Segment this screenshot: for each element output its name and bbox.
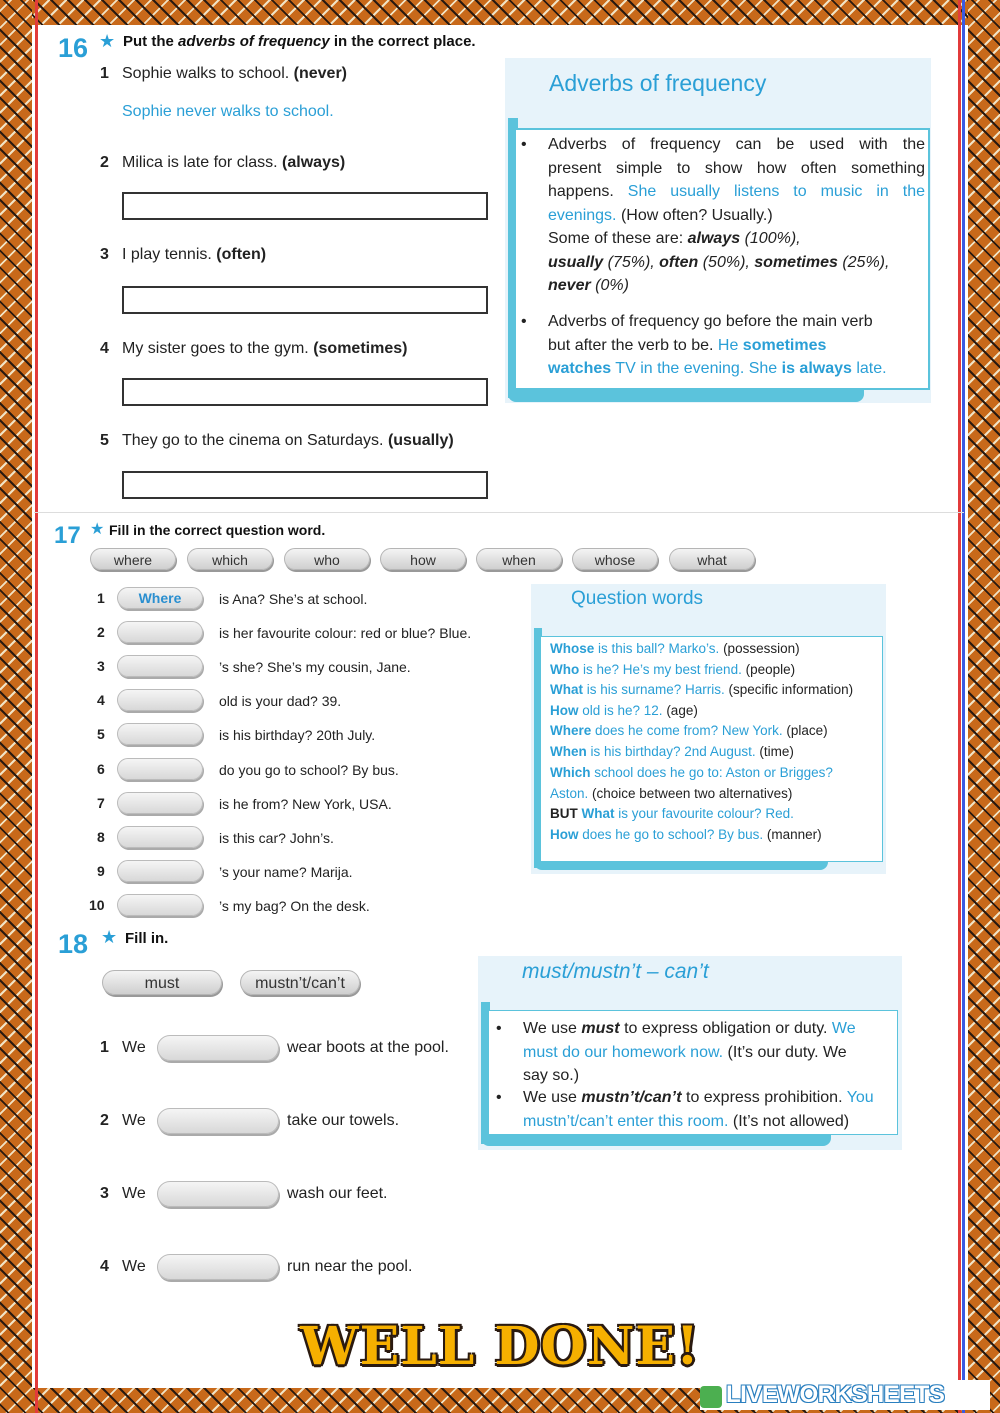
exercise-number: 18 [58,929,89,959]
answer-input[interactable] [157,1254,279,1280]
answer-input[interactable] [157,1035,279,1061]
exercise-number: 17 [54,522,81,549]
bullet-icon: • [496,1020,502,1037]
answer-input[interactable] [117,792,203,814]
question-text: is he from? New York, USA. [219,796,392,812]
item-number: 5 [97,726,105,742]
sentence-end: wear boots at the pool. [287,1039,449,1056]
exercise-item: 2 Milica is late for class. (always) [100,154,346,171]
item-number: 7 [97,795,105,811]
sentence-end: take our towels. [287,1112,400,1129]
answer-input[interactable] [117,655,203,677]
exercise-instruction: Put the adverbs of frequency in the correct place. [123,33,476,50]
exercise-item: 4 We [100,1258,146,1275]
example-answer: Sophie never walks to school. [122,103,334,120]
exercise-item: 1 Sophie walks to school. (never) [100,65,348,82]
rule-line: What is his surname? Harris. (specific information) [550,682,854,697]
word-bank-chip[interactable]: mustn’t/can’t [240,970,360,995]
question-text: ’s your name? Marija. [219,864,353,880]
panel-title: Adverbs of frequency [549,70,767,96]
question-text: ’s my bag? On the desk. [219,898,370,914]
answer-input[interactable] [122,471,488,499]
item-number: 2 [97,624,105,640]
rule-line: Aston. (choice between two alternatives) [550,786,793,801]
exercise-item: 5 They go to the cinema on Saturdays. (usually) [100,432,454,449]
exercise-instruction: Fill in the correct question word. [109,522,326,538]
question-text: is this car? John’s. [219,830,334,846]
item-number: 3 [97,658,105,674]
rule-line: Who is he? He’s my best friend. (people) [550,662,796,677]
star-icon: ★ [99,31,116,51]
answer-input[interactable] [157,1181,279,1207]
item-number: 1 [97,590,105,606]
star-icon: ★ [90,521,105,538]
sentence-end: wash our feet. [287,1185,388,1202]
word-bank-chip[interactable]: what [669,548,755,570]
exercise-item: 4 My sister goes to the gym. (sometimes) [100,340,408,357]
well-done-banner: WELL DONE! [300,1316,700,1377]
question-text: do you go to school? By bus. [219,762,399,778]
rule-text: Adverbs of frequency go before the main verb but after the verb to be. He sometimes watches TV in the evening. She is always late. [548,313,887,377]
answer-input[interactable] [117,621,203,643]
word-bank-chip[interactable]: how [380,548,466,570]
bullet-icon: • [521,136,527,153]
question-text: is his birthday? 20th July. [219,727,376,743]
answer-input[interactable] [117,689,203,711]
decorative-border-right [968,0,1000,1413]
section-divider [34,512,964,513]
exercise-number: 16 [58,33,89,63]
word-bank-chip[interactable]: which [187,548,273,570]
word-bank-chip[interactable]: where [90,548,176,570]
rule-text: Adverbs of frequency can be used with the present simple to show how often something happens. She usually listens to music in the evenings. (How often? Usually.) Some of these are: always (100%), usually (75%), often (50%), sometimes (25%), never (0%) [548,136,925,294]
question-text: is her favourite colour: red or blue? Blue. [219,625,472,641]
item-number: 9 [97,863,105,879]
rule-text: We use mustn’t/can’t to express prohibition. You mustn’t/can’t enter this room. (It’s not allowed) [523,1089,874,1130]
panel-title: must/mustn’t – can’t [522,960,709,983]
answer-input[interactable] [117,723,203,745]
brand-logo: LIVEWORKSHEETS [700,1380,990,1410]
question-text: ’s she? She’s my cousin, Jane. [219,659,411,675]
star-icon: ★ [101,927,118,947]
word-bank-chip[interactable]: when [476,548,562,570]
brand-logo-icon [700,1386,722,1408]
border-stripe [35,0,38,1413]
exercise-item: 2 We [100,1112,146,1129]
item-number: 10 [89,897,105,913]
answer-input[interactable] [117,860,203,882]
decorative-border-top [0,0,1000,25]
word-bank-chip[interactable]: who [284,548,370,570]
word-bank-chip[interactable]: whose [572,548,658,570]
panel-title: Question words [571,588,704,609]
exercise-item: 3 We [100,1185,146,1202]
answer-input[interactable] [117,826,203,848]
rule-line: When is his birthday? 2nd August. (time) [550,744,794,759]
rule-line: Which school does he go to: Aston or Brigges? [550,765,833,780]
answer-input[interactable] [122,192,488,220]
answer-input[interactable] [122,286,488,314]
rule-line: Where does he come from? New York. (place) [550,723,828,738]
answer-input[interactable] [122,378,488,406]
rule-line: BUT What is your favourite colour? Red. [550,806,794,821]
exercise-instruction: Fill in. [125,930,169,947]
bullet-icon: • [496,1089,502,1106]
exercise-item: 3 I play tennis. (often) [100,246,267,263]
rule-line: How old is he? 12. (age) [550,703,698,718]
rule-text: We use must to express obligation or duty. We must do our homework now. (It’s our duty. We say so.) [523,1020,856,1084]
item-number: 6 [97,761,105,777]
bullet-icon: • [521,313,527,330]
exercise-item: 1 We [100,1039,146,1056]
panel-accent-bar [508,388,864,402]
sentence-end: run near the pool. [287,1258,413,1275]
question-text: is Ana? She’s at school. [219,591,368,607]
rule-line: How does he go to school? By bus. (manner) [550,827,822,842]
item-number: 8 [97,829,105,845]
question-text: old is your dad? 39. [219,693,342,709]
answer-input[interactable] [117,894,203,916]
decorative-border-left [0,0,32,1413]
answer-input[interactable] [117,758,203,780]
border-stripe [958,0,961,1413]
answer-input[interactable]: Where [117,587,203,609]
border-stripe [962,0,965,1413]
word-bank-chip[interactable]: must [102,970,222,995]
rule-line: Whose is this ball? Marko’s. (possession) [550,641,800,656]
answer-input[interactable] [157,1108,279,1134]
item-number: 4 [97,692,105,708]
